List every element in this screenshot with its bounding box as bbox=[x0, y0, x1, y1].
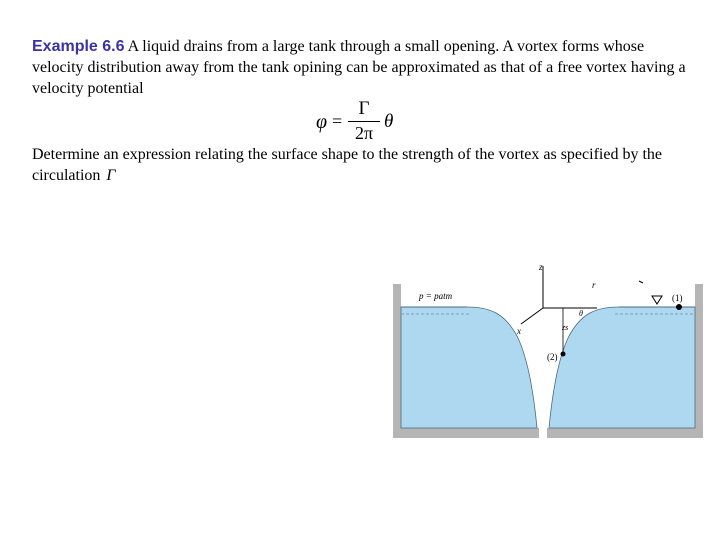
formula-theta: θ bbox=[384, 111, 394, 132]
formula-denominator: 2π bbox=[354, 123, 374, 143]
r-arrow-mark bbox=[639, 281, 643, 283]
zs-label: zs bbox=[562, 323, 569, 332]
example-label: Example 6.6 bbox=[32, 38, 125, 55]
problem-statement bbox=[32, 36, 692, 99]
problem-intro-text: A liquid drains from a large tank through a small opening. A vortex forms whose velocity distribution away from the tank opining can be approximated as that of a free vortex having a velocity potential bbox=[32, 38, 686, 97]
tank-bottom-right bbox=[547, 428, 695, 438]
tank-left-wall bbox=[393, 284, 401, 438]
r-label: r bbox=[592, 280, 596, 290]
tank-bottom-left bbox=[401, 428, 539, 438]
formula-fraction-bar bbox=[348, 121, 380, 122]
vortex-tank-figure bbox=[393, 256, 703, 438]
tank-right-wall bbox=[695, 284, 703, 438]
formula-phi: φ bbox=[316, 111, 328, 133]
x-axis bbox=[521, 308, 543, 324]
point-2-label: (2) bbox=[547, 352, 558, 362]
circulation-symbol: Γ bbox=[106, 167, 116, 184]
theta-label: θ bbox=[579, 309, 583, 318]
point-1-label: (1) bbox=[672, 293, 683, 303]
z-label: z bbox=[539, 262, 543, 272]
velocity-potential-formula bbox=[316, 98, 406, 144]
x-label: x bbox=[517, 326, 521, 336]
point-2-marker bbox=[561, 352, 566, 357]
question-statement bbox=[32, 144, 702, 186]
point-1-marker bbox=[676, 304, 682, 310]
free-surface-triangle-icon bbox=[652, 296, 662, 304]
question-text: Determine an expression relating the surface shape to the strength of the vortex as specified by the circulation bbox=[32, 146, 662, 184]
formula-equals: = bbox=[332, 111, 343, 131]
water-right bbox=[549, 307, 695, 428]
vortex-tank-diagram bbox=[393, 256, 703, 438]
formula-numerator: Γ bbox=[358, 98, 370, 119]
pressure-label: p = patm bbox=[419, 291, 453, 301]
